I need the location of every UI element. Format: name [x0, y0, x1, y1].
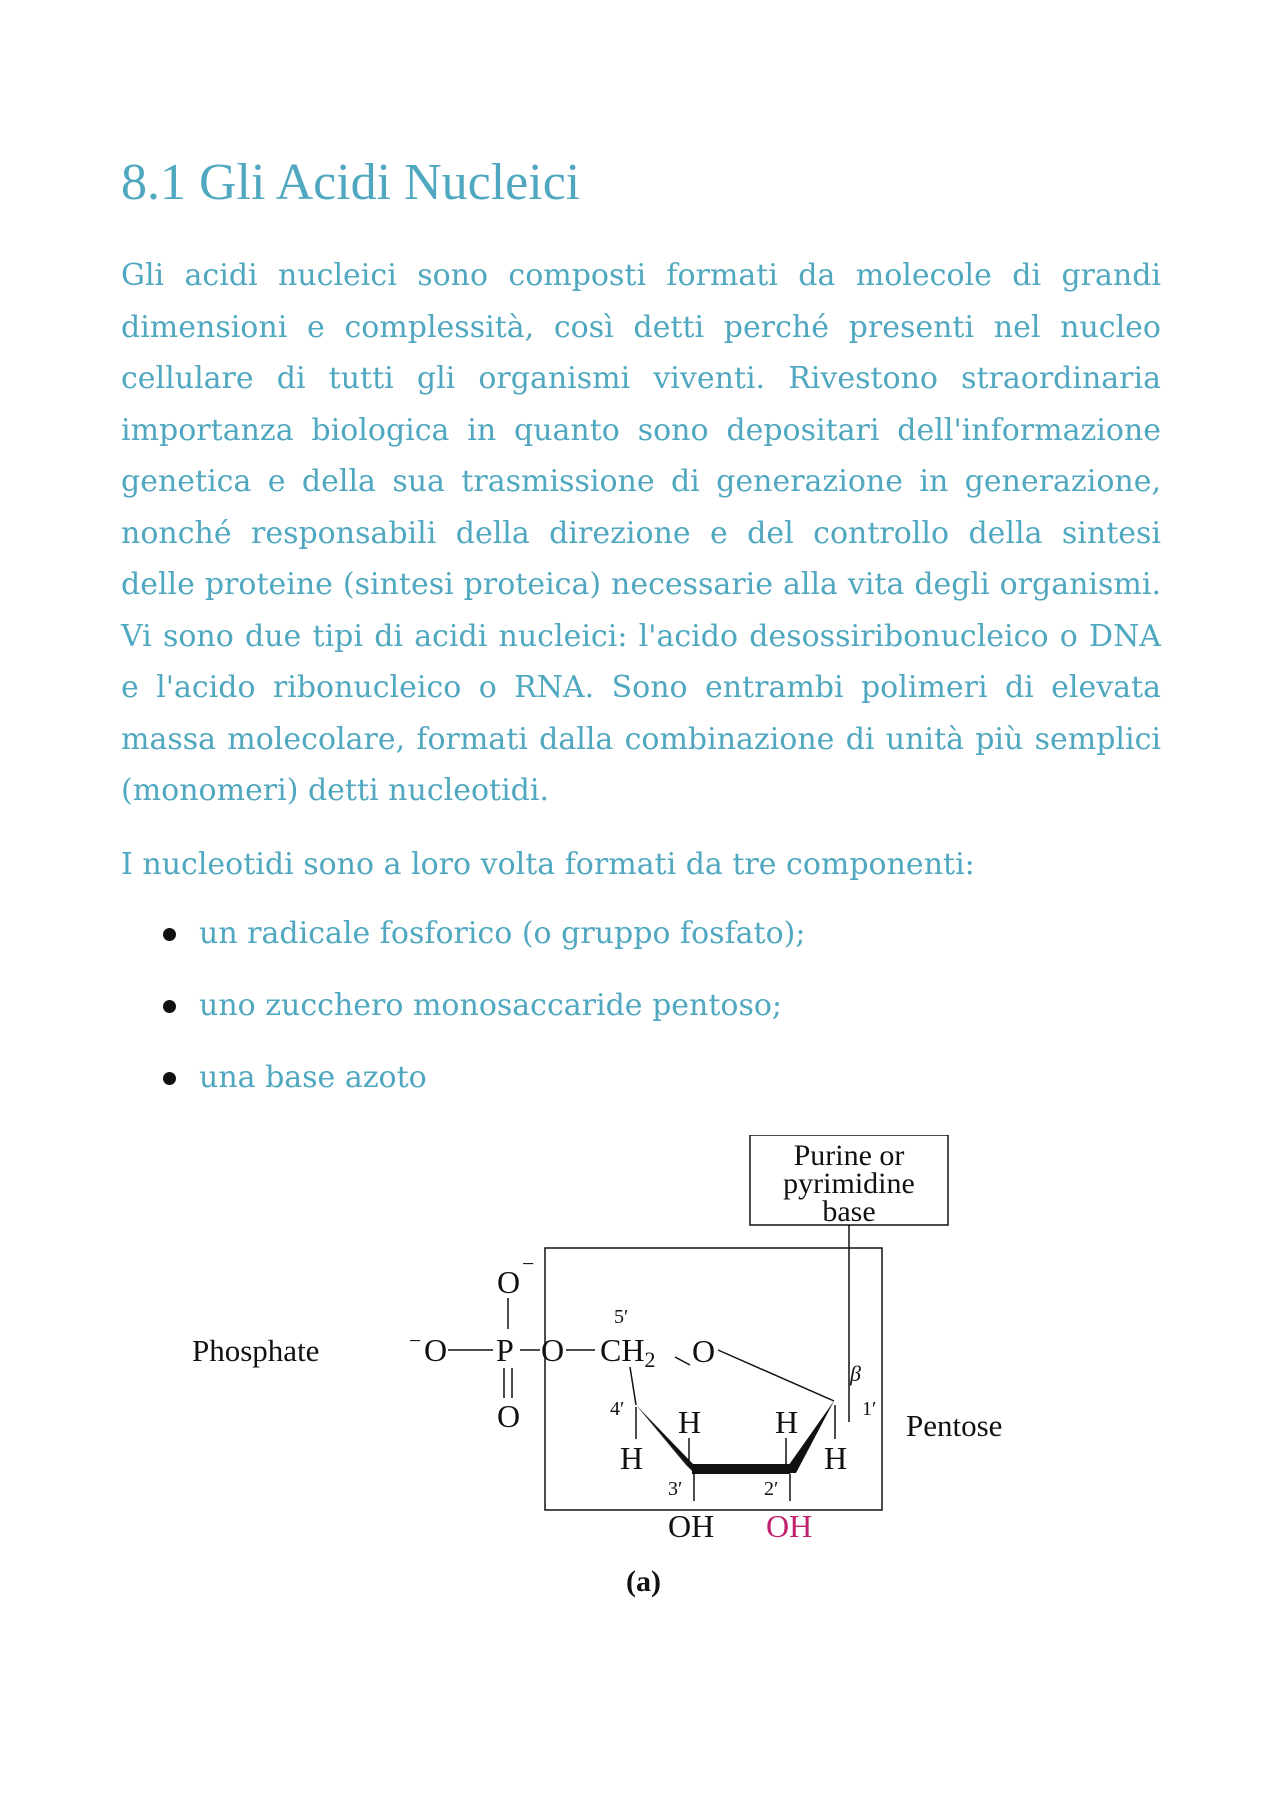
bullet-icon: [163, 1072, 176, 1085]
atom-o-double: O: [497, 1398, 521, 1434]
atom-h-c1: H: [824, 1440, 848, 1476]
atom-o-bridge: O: [541, 1332, 565, 1368]
bond-ring-o-c1: [718, 1350, 834, 1401]
intro-paragraph: Gli acidi nucleici sono composti formati da molecole di grandi dimensioni e complessità, così detti perché presenti nel nucleo cellulare di tutti gli organismi viventi. Rivestono straordinaria importanza biologica in quanto sono depositari dell'informazione genetica e della sua trasmissione di generazione in generazione, nonché responsabili della direzione e del controllo della sintesi delle proteine (sintesi proteica) necessarie alla vita degli organismi. Vi sono due tipi di acidi nucleici: l'acido desossiribonucleico o DNA e l'acido ribonucleico o RNA. Sono entrambi polimeri di elevata massa molecolare, formati dalla combinazione di unità più semplici (monomeri) detti nucleotidi.: [121, 258, 1161, 808]
base-box-line-3: base: [822, 1195, 876, 1228]
bond-ch2-ring-o: [675, 1357, 690, 1365]
position-3-label: 3′: [668, 1478, 683, 1500]
pentose-label: Pentose: [906, 1408, 1003, 1443]
ring-bottom-bold: [692, 1464, 790, 1474]
atom-ch2-subscript: 2: [644, 1347, 656, 1372]
atom-ch2-text: CH: [600, 1332, 645, 1368]
bullet-icon: [163, 1000, 176, 1013]
list-item: [121, 1052, 1161, 1124]
base-box-line-1: Purine or: [793, 1139, 905, 1172]
atom-h-c3-up: H: [678, 1404, 702, 1440]
atom-ch2: [600, 1332, 655, 1372]
atom-oh-c3: OH: [668, 1508, 715, 1544]
atom-h-c4: H: [620, 1440, 644, 1476]
atom-p: P: [496, 1332, 514, 1368]
list-item: [121, 908, 1161, 980]
list-item-text: una base azoto: [199, 1060, 427, 1095]
position-1-label: 1′: [862, 1398, 877, 1420]
bullet-icon: [163, 928, 176, 941]
components-list: [121, 908, 1161, 1124]
nucleotide-structure-diagram: [190, 1135, 1070, 1615]
figure-caption: (a): [626, 1565, 661, 1598]
list-item-text: un radicale fosforico (o gruppo fosfato);: [199, 916, 806, 951]
atom-oh-c2-highlight: OH: [766, 1508, 813, 1544]
nucleotide-figure: [190, 1135, 1070, 1615]
components-intro: I nucleotidi sono a loro volta formati da tre componenti:: [121, 847, 975, 882]
base-box-line-2: pyrimidine: [783, 1167, 915, 1200]
atom-o-left: O: [424, 1332, 448, 1368]
position-4-label: 4′: [610, 1398, 625, 1420]
bond-ch2-c4: [630, 1367, 636, 1405]
list-item: [121, 980, 1161, 1052]
section-title: 8.1 Gli Acidi Nucleici: [121, 154, 581, 211]
atom-o-top: O: [497, 1264, 521, 1300]
beta-label: β: [850, 1361, 861, 1386]
charge-minus-top: −: [522, 1251, 535, 1276]
position-2-label: 2′: [764, 1478, 779, 1500]
atom-ring-o: O: [692, 1333, 716, 1369]
atom-h-c2-up: H: [775, 1404, 799, 1440]
charge-minus-left: −: [409, 1328, 422, 1353]
phosphate-label: Phosphate: [192, 1333, 320, 1368]
list-item-text: uno zucchero monosaccaride pentoso;: [199, 988, 783, 1023]
position-5-label: 5′: [614, 1306, 629, 1328]
